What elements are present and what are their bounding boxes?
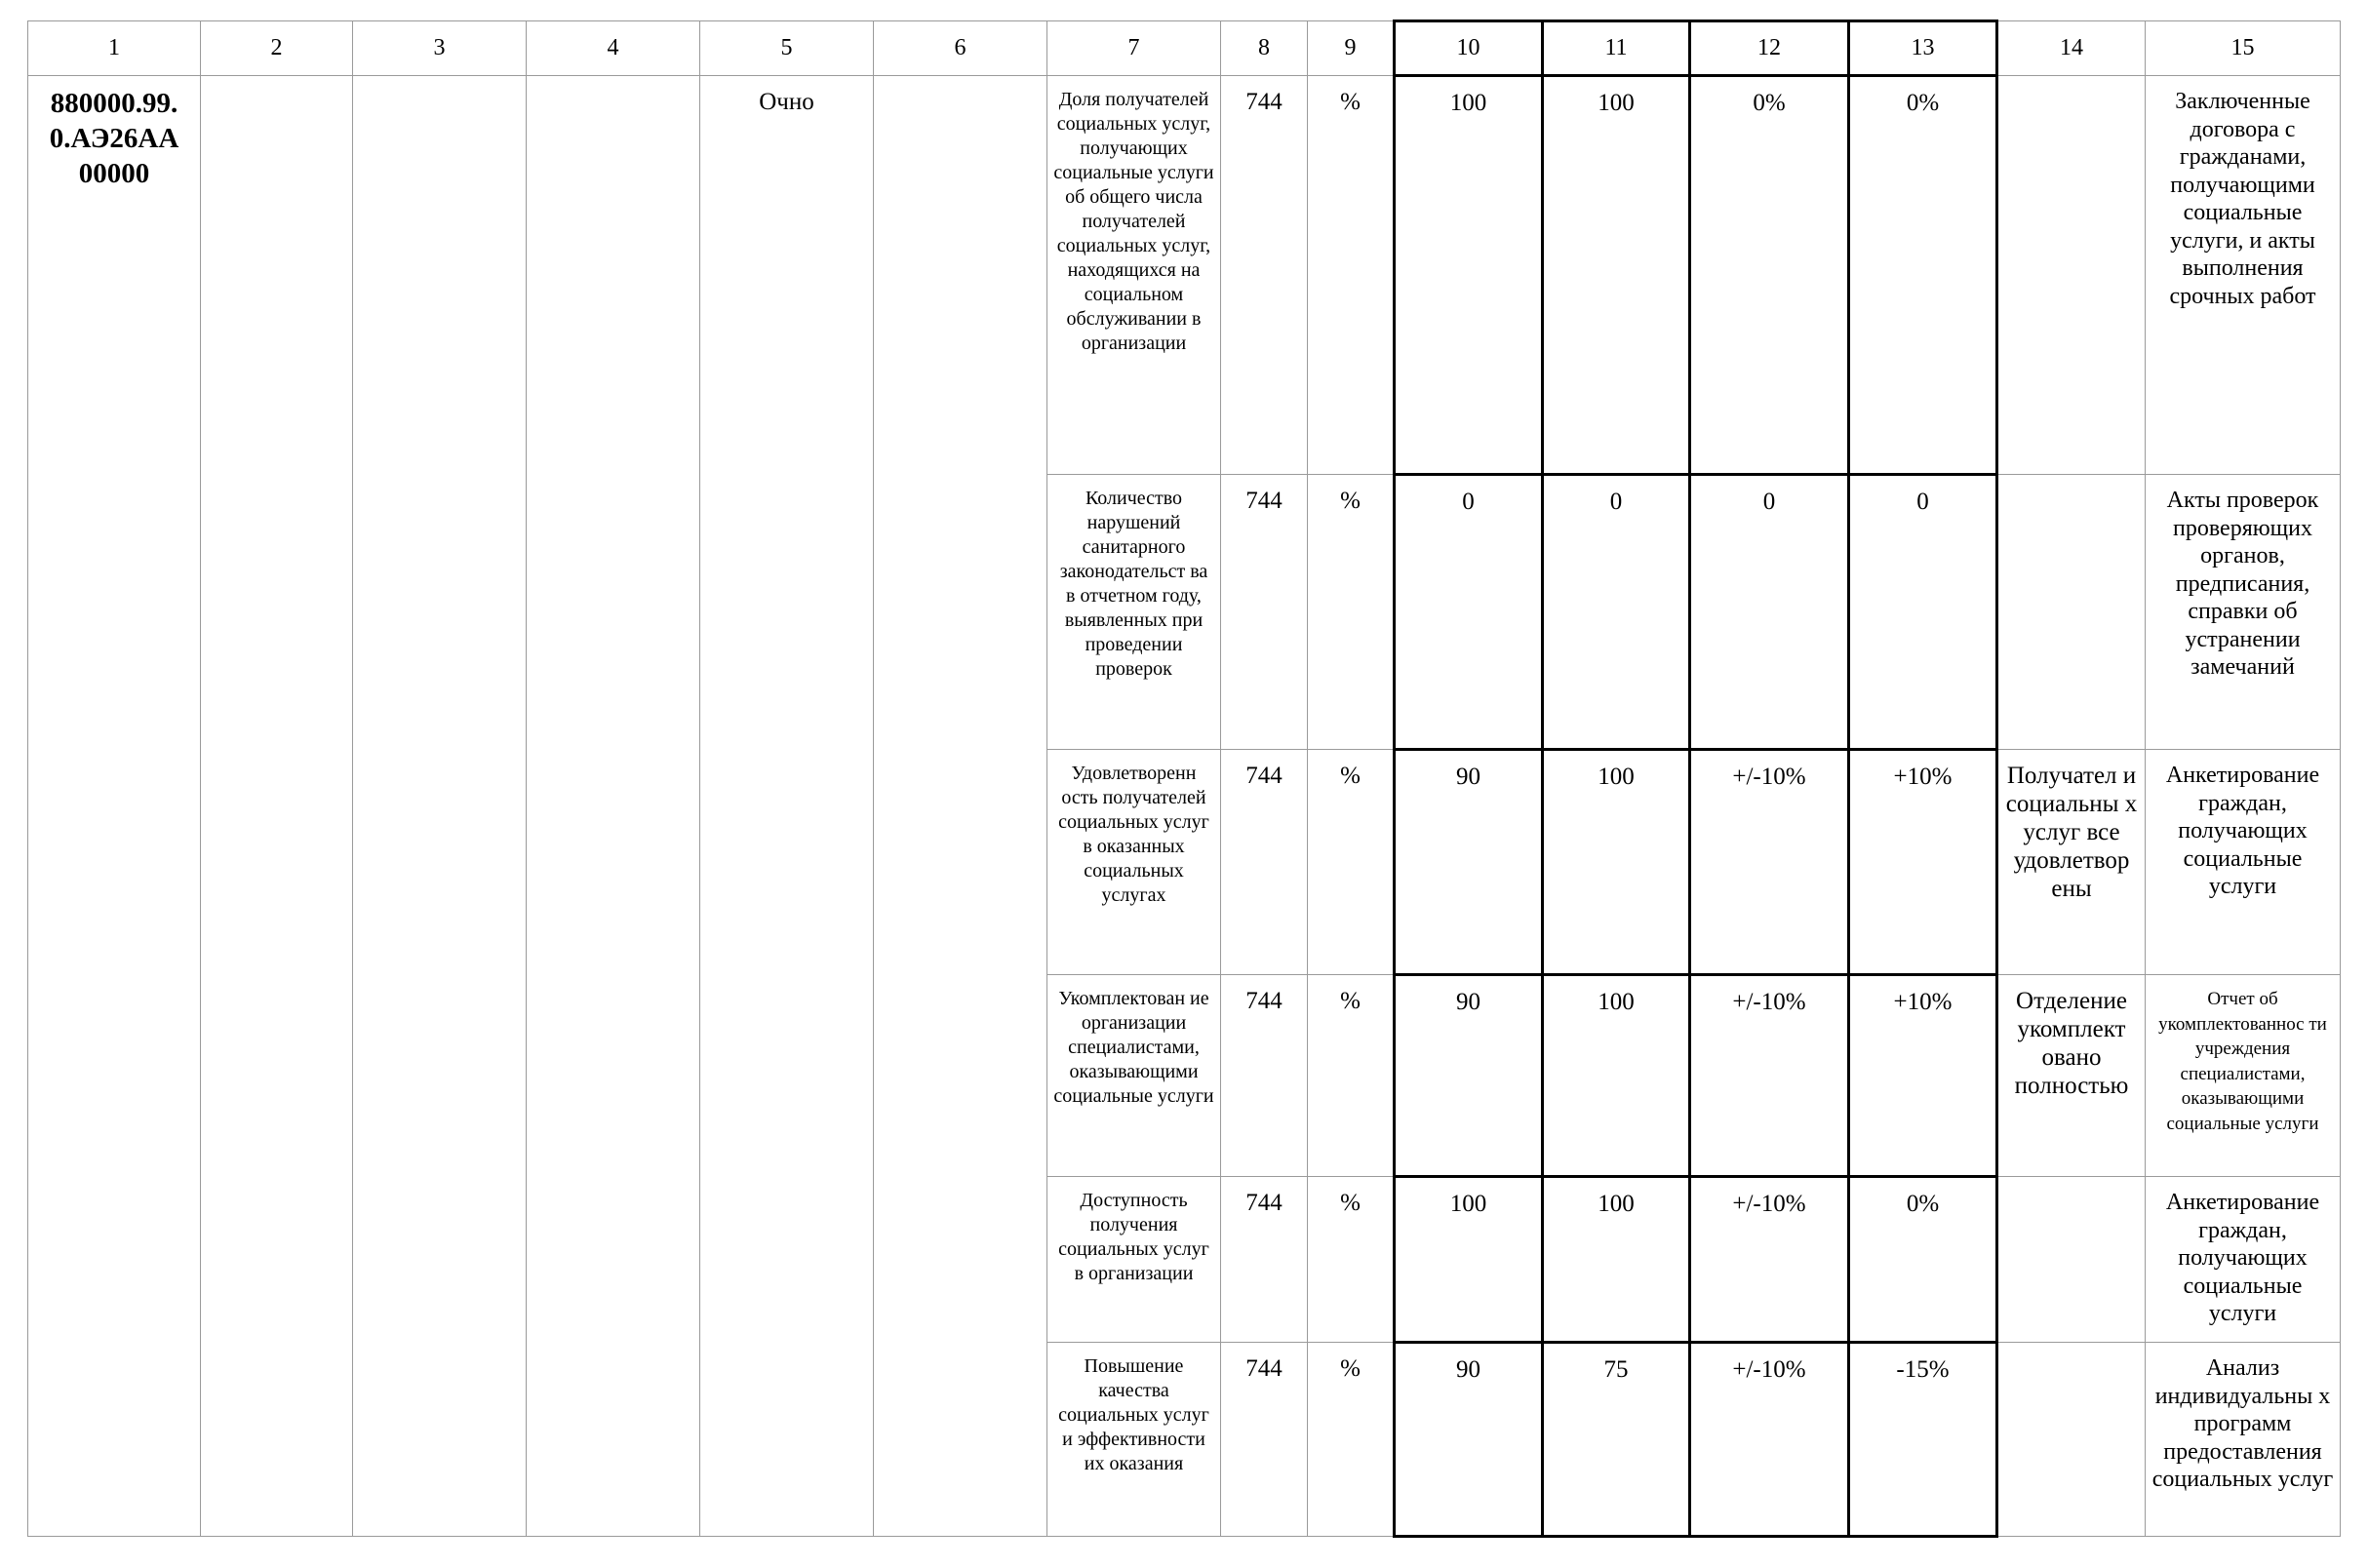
- deviation-value: +10%: [1849, 975, 1997, 1177]
- deviation-value: 0: [1849, 475, 1997, 750]
- registry-code-text: 880000.99. 0.АЭ26АА 00000: [49, 88, 179, 189]
- indicator-name: Укомплектован ие организации специалистами, оказывающими социальные услуги: [1047, 975, 1221, 1177]
- empty-cell: [353, 76, 527, 1537]
- source-info: Акты проверок проверяющих органов, предписания, справки об устранении замечаний: [2146, 475, 2341, 750]
- source-info: Заключенные договора с гражданами, получающими социальные услуги, и акты выполнения срочных работ: [2146, 76, 2341, 475]
- column-number: 3: [353, 21, 527, 76]
- actual-value: 75: [1543, 1343, 1690, 1537]
- approved-value: 100: [1395, 1177, 1543, 1343]
- deviation-value: 0%: [1849, 1177, 1997, 1343]
- unit: %: [1308, 975, 1395, 1177]
- approved-value: 0: [1395, 475, 1543, 750]
- actual-value: 0: [1543, 475, 1690, 750]
- indicator-name: Доля получателей социальных услуг, получающих социальные услуги об общего числа получателей социальных услуг, находящихся на социальном обслуживании в организации: [1047, 76, 1221, 475]
- column-number: 5: [700, 21, 874, 76]
- deviation-reason: [1997, 475, 2146, 750]
- unit-code: 744: [1221, 1177, 1308, 1343]
- actual-value: 100: [1543, 76, 1690, 475]
- source-info: Анкетирование граждан, получающих социальные услуги: [2146, 1177, 2341, 1343]
- approved-value: 100: [1395, 76, 1543, 475]
- approved-value: 90: [1395, 975, 1543, 1177]
- deviation-reason: Получател и социальны х услуг все удовлетвор ены: [1997, 750, 2146, 975]
- column-number: 11: [1543, 21, 1690, 76]
- source-info: Отчет об укомплектованнос ти учреждения специалистами, оказывающими социальные услуги: [2146, 975, 2341, 1177]
- column-number: 12: [1690, 21, 1849, 76]
- unit: %: [1308, 1343, 1395, 1537]
- column-number: 15: [2146, 21, 2341, 76]
- allowed-deviation: +/-10%: [1690, 975, 1849, 1177]
- actual-value: 100: [1543, 975, 1690, 1177]
- empty-cell: [874, 76, 1047, 1537]
- approved-value: 90: [1395, 750, 1543, 975]
- allowed-deviation: +/-10%: [1690, 1177, 1849, 1343]
- indicator-name: Доступность получения социальных услуг в организации: [1047, 1177, 1221, 1343]
- column-number: 7: [1047, 21, 1221, 76]
- column-number: 1: [28, 21, 201, 76]
- deviation-reason: [1997, 1177, 2146, 1343]
- indicator-name: Повышение качества социальных услуг и эффективности их оказания: [1047, 1343, 1221, 1537]
- deviation-value: -15%: [1849, 1343, 1997, 1537]
- allowed-deviation: 0: [1690, 475, 1849, 750]
- empty-cell: [201, 76, 353, 1537]
- empty-cell: [527, 76, 700, 1537]
- unit-code: 744: [1221, 475, 1308, 750]
- unit: %: [1308, 750, 1395, 975]
- indicator-name: Удовлетворенн ость получателей социальных услуг в оказанных социальных услугах: [1047, 750, 1221, 975]
- unit: %: [1308, 1177, 1395, 1343]
- allowed-deviation: 0%: [1690, 76, 1849, 475]
- unit-code: 744: [1221, 76, 1308, 475]
- deviation-reason: [1997, 76, 2146, 475]
- deviation-reason: Отделение укомплект овано полностью: [1997, 975, 2146, 1177]
- deviation-value: +10%: [1849, 750, 1997, 975]
- column-number: 6: [874, 21, 1047, 76]
- unit: %: [1308, 76, 1395, 475]
- unit-code: 744: [1221, 750, 1308, 975]
- table-row: [28, 76, 2341, 475]
- registry-code: [28, 76, 201, 1537]
- unit: %: [1308, 475, 1395, 750]
- allowed-deviation: +/-10%: [1690, 1343, 1849, 1537]
- service-form: Очно: [700, 76, 874, 1537]
- column-number: 9: [1308, 21, 1395, 76]
- column-number: 13: [1849, 21, 1997, 76]
- actual-value: 100: [1543, 750, 1690, 975]
- unit-code: 744: [1221, 975, 1308, 1177]
- actual-value: 100: [1543, 1177, 1690, 1343]
- source-info: Анализ индивидуальны х программ предоставления социальных услуг: [2146, 1343, 2341, 1537]
- approved-value: 90: [1395, 1343, 1543, 1537]
- deviation-reason: [1997, 1343, 2146, 1537]
- column-number: 8: [1221, 21, 1308, 76]
- indicators-table: [27, 20, 2341, 1538]
- allowed-deviation: +/-10%: [1690, 750, 1849, 975]
- column-number: 2: [201, 21, 353, 76]
- column-number-row: [28, 21, 2341, 76]
- column-number: 10: [1395, 21, 1543, 76]
- column-number: 4: [527, 21, 700, 76]
- unit-code: 744: [1221, 1343, 1308, 1537]
- deviation-value: 0%: [1849, 76, 1997, 475]
- column-number: 14: [1997, 21, 2146, 76]
- indicator-name: Количество нарушений санитарного законодательст ва в отчетном году, выявленных при проведении проверок: [1047, 475, 1221, 750]
- source-info: Анкетирование граждан, получающих социальные услуги: [2146, 750, 2341, 975]
